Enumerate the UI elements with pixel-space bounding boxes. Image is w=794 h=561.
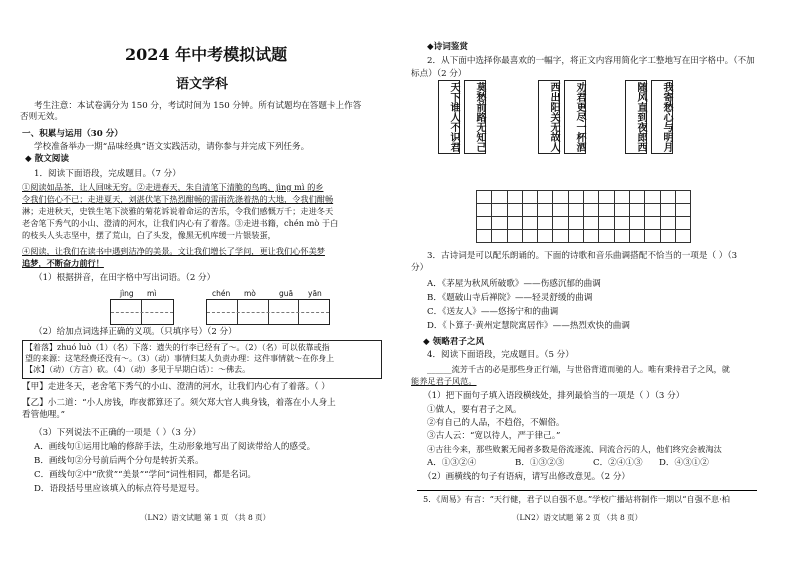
pinyin-yan: yān bbox=[308, 289, 322, 298]
question-1: 1．阅读下面语段，完成题目。（7 分） bbox=[34, 169, 181, 179]
option-3-d: D．《卜算子·黄州定慧院寓居作》——热烈欢快的曲调 bbox=[427, 321, 630, 331]
question-2-line-1: 2．从下面中选择你最喜欢的一幅字，将正文内容用简化字工整地写在田字格中。（不加 bbox=[427, 56, 755, 66]
sentence-4-4: ④古往今来，那些败絮无闻者多数是俗流逐流、同流合污的人，他们终究会被淘汰 bbox=[427, 444, 722, 454]
question-3-line-2: 分） bbox=[411, 263, 429, 273]
passage-line-6: ④阅读，让我们在读书中遇到洁净的美景。文让我们增长了学问，更让我们心怀美梦 bbox=[22, 246, 325, 256]
pinyin-mi: mì bbox=[147, 289, 157, 298]
sentence-yi-line-1: 【乙】小二道：“小人房钱，昨夜都算还了。须欠郑大官人典身钱，着落在小人身上 bbox=[22, 398, 336, 408]
section-1-heading: 一、积累与运用（30 分） bbox=[22, 129, 123, 139]
question-3-line-1: 3．古诗词是可以配乐朗诵的。下面的诗歌和音乐曲调搭配不恰当的一项是（ ）（3 bbox=[427, 251, 738, 261]
question-4-1: （1）把下面句子填入语段横线处，排列最恰当的一项是（ ）（3 分） bbox=[423, 391, 685, 401]
calligraphy-col-1: 天下谁人不识君 bbox=[438, 80, 460, 154]
passage-line-2: 令我们倍心不已；走进夏天，刘湛伏笔下热烈酣畅的雷雨洗涤着热的大地，令我们酣畅 bbox=[22, 194, 334, 204]
option-3-b: B．《题破山寺后禅院》——轻灵舒缓的曲调 bbox=[427, 293, 593, 303]
exam-page-2 bbox=[397, 0, 794, 561]
exam-title: 2024 年中考模拟试题 bbox=[125, 45, 288, 64]
pinyin-gua: guā bbox=[279, 289, 294, 298]
question-5: 5．《周易》有言：“天行健，君子以自强不息。”学校广播站将制作一期以“自强不息·柏 bbox=[423, 494, 730, 504]
question-4-2: （2）画横线的句子有语病，请写出修改意见。（2 分） bbox=[423, 472, 631, 482]
option-4-b: B．①③②③ bbox=[515, 458, 565, 468]
option-4-a: A．①③②④ bbox=[427, 458, 477, 468]
calligraphy-col-4: 劝君更尽一杯酒 bbox=[564, 80, 586, 154]
poetry-heading: ◆诗词鉴赏 bbox=[427, 42, 468, 52]
passage-line-4: 老舍笔下秀气的小山、澄清的河水，让我们内心有了着落。③走进书籍，chén mò 于白 bbox=[22, 218, 339, 228]
option-3-c: C．《送友人》——悠扬宁和的曲调 bbox=[427, 307, 559, 317]
pinyin-jing: jìng bbox=[120, 289, 134, 298]
option-3-a: A．《茅屋为秋风所破歌》——伤感沉郁的曲调 bbox=[427, 279, 601, 289]
pinyin-answer-box-1[interactable] bbox=[110, 299, 174, 325]
passage-line-1: ①阅读如品茶，让人回味无穷。②走进春天，朱自清笔下清脆的鸟鸣，jìng mì 的乡 bbox=[22, 182, 324, 192]
question-1-1: （1）根据拼音，在田字格中写出词语。（2 分） bbox=[34, 273, 216, 283]
dictionary-line-1: 【着落】zhuó luò（1）（名）下落：遗失的行李已经有了～。（2）（名）可以依靠或指 bbox=[25, 343, 330, 352]
sentence-yi-line-2: 看管他哩。” bbox=[22, 410, 66, 420]
activity-intro: 学校准备举办一期“品味经典”语文实践活动，请你参与并完成下列任务。 bbox=[34, 142, 310, 152]
option-1-3-a: A．画线句①运用比喻的修辞手法，生动形象地写出了阅读带给人的感受。 bbox=[34, 442, 316, 452]
page-1-footer: （LN2）语文试题 第 1 页 （共 8 页） bbox=[140, 513, 271, 522]
prose-reading-heading: ◆ 散文阅读 bbox=[25, 154, 69, 164]
question-4-passage-2: 能养足君子风范。 bbox=[411, 376, 477, 386]
calligraphy-col-3: 西出阳关无故人 bbox=[538, 80, 560, 154]
question-4-passage-1: ______流芳千古的必是那些身正行端，与世俗背道而驰的人。唯有秉持君子之风，就 bbox=[427, 364, 730, 374]
option-1-3-b: B．画线句②分号前后两个分句是转折关系。 bbox=[34, 456, 204, 466]
pinyin-mo: mò bbox=[244, 289, 256, 298]
option-4-d: D．④③①② bbox=[659, 458, 709, 468]
page-2-footer: （LN2）语文试题 第 2 页 （共 8 页） bbox=[512, 513, 643, 522]
subject-title: 语文学科 bbox=[176, 77, 229, 92]
sentence-4-3: ③古人云：“宽以待人，严于律己。” bbox=[427, 431, 561, 441]
dictionary-line-3: 【冰】（动）（方言）砍。（4）（动）多见于早期白话）：～佛去。 bbox=[25, 365, 251, 374]
answer-line bbox=[417, 490, 757, 491]
calligraphy-col-6: 我寄愁心与明月 bbox=[651, 80, 673, 154]
passage-line-3: 淋；走进秋天，史铁生笔下淡雅的菊花诉说着命运的苦乐，令我们感慨万千；走进冬天 bbox=[22, 206, 334, 216]
option-1-3-d: D．语段括号里应该填入的标点符号是逗号。 bbox=[34, 484, 205, 494]
pinyin-chen: chén bbox=[212, 289, 231, 298]
gentleman-heading: ◆ 领略君子之风 bbox=[423, 337, 485, 347]
question-2-line-2: 标点）（2 分） bbox=[411, 69, 467, 79]
question-1-3: （3）下列说法不正确的一项是（ ）（3 分） bbox=[34, 428, 201, 438]
sentence-4-2: ②有自己的人品，不趋俗，不媚俗。 bbox=[427, 418, 565, 428]
notice-line-2: 否则无效。 bbox=[20, 112, 63, 122]
sentence-4-1: ①做人，要有君子之风。 bbox=[427, 405, 522, 415]
question-1-2: （2）给加点词选择正确的义项。（只填序号）（2 分） bbox=[34, 327, 237, 337]
passage-line-5: 的枝头人头志坚中，摆了荒山，白了头发，像黑无机库缓一片银装蛋， bbox=[22, 230, 276, 240]
question-4: 4．阅读下面语段，完成题目。（5 分） bbox=[427, 350, 574, 360]
notice-line-1: 考生注意：本试卷满分为 150 分，考试时间为 150 分钟。所有试题均在答题卡上作答 bbox=[34, 101, 362, 111]
option-4-c: C．②④①③ bbox=[593, 458, 643, 468]
writing-grid[interactable] bbox=[476, 190, 691, 243]
sentence-jia: 【甲】走进冬天，老舍笔下秀气的小山、澄清的河水，让我们内心有了着落。（ ） bbox=[22, 382, 330, 392]
calligraphy-col-5: 随风直到夜郎西 bbox=[625, 80, 647, 154]
option-1-3-c: C．画线句②中“欣赏”“美景”“学问”词性相同，都是名词。 bbox=[34, 470, 256, 480]
dictionary-line-2: 望的来源：这笔经费还没有～。（3）（动）事情归某人负责办理：这件事情就～在你身上 bbox=[25, 354, 335, 363]
pinyin-answer-box-2[interactable] bbox=[206, 299, 330, 325]
passage-line-7: 追梦，不断奋力前行！ bbox=[22, 258, 104, 268]
calligraphy-col-2: 莫愁前路无知己 bbox=[464, 80, 486, 154]
